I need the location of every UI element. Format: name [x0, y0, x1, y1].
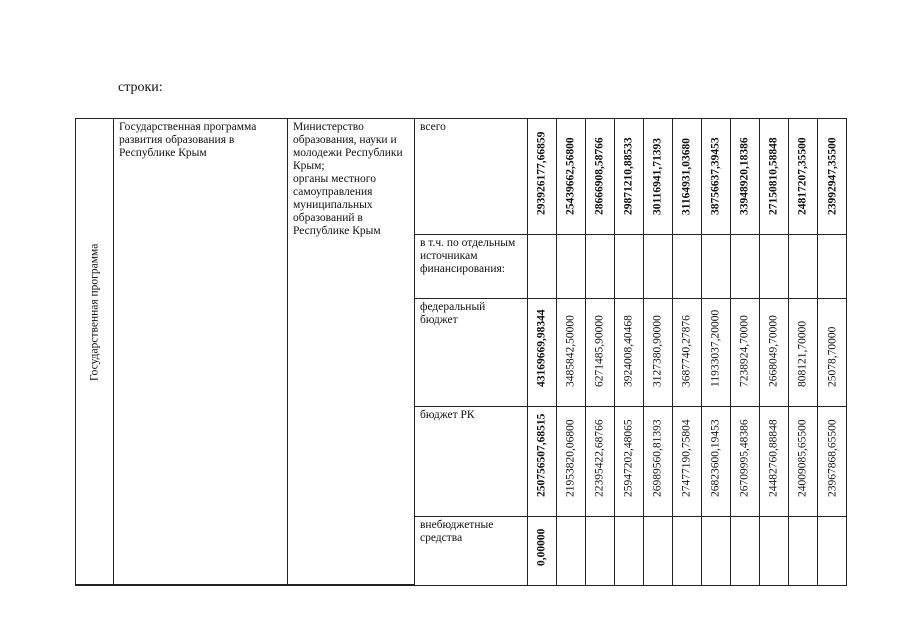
value-cell: [528, 517, 557, 585]
value-cell: [702, 235, 731, 299]
value-text: 3687740,27876: [680, 315, 693, 387]
value-cell: [818, 235, 847, 299]
value-text: 26709995,48386: [738, 419, 751, 497]
page-heading: строки:: [118, 80, 163, 95]
value-cell: [586, 235, 615, 299]
source-label: в т.ч. по отдельным источникам финансирования:: [420, 237, 516, 275]
source-label-cell: [415, 119, 528, 235]
value-text: 2668049,70000: [767, 315, 780, 387]
value-cell: [644, 299, 673, 407]
value-text: 27150810,58848: [767, 137, 780, 215]
value-text: 0,00000: [535, 528, 548, 566]
value-text: 38756637,39453: [709, 137, 722, 215]
value-text: 6271485,90000: [593, 315, 606, 387]
value-text: 250756507,68515: [535, 413, 548, 497]
value-text: 11933037,20000: [709, 309, 722, 387]
value-cell: [760, 119, 789, 235]
value-cell: [557, 235, 586, 299]
value-text: 3924008,40468: [622, 315, 635, 387]
value-cell: [702, 407, 731, 517]
value-cell: [586, 119, 615, 235]
value-cell: [760, 235, 789, 299]
value-cell: [789, 407, 818, 517]
value-cell: [615, 517, 644, 585]
value-cell: [702, 517, 731, 585]
value-text: 28666908,58766: [593, 137, 606, 215]
value-text: 24482760,88848: [767, 419, 780, 497]
source-label: всего: [420, 121, 446, 133]
value-cell: [760, 517, 789, 585]
value-text: 23967868,65500: [826, 419, 838, 497]
value-cell: [673, 407, 702, 517]
value-text: 7238924,70000: [738, 315, 751, 387]
value-cell: [731, 407, 760, 517]
source-label: внебюджетные средства: [420, 519, 494, 544]
value-text: 23992947,35500: [826, 137, 838, 215]
value-text: 22395422,68766: [593, 419, 606, 497]
value-text: 43169669,98344: [535, 309, 548, 387]
value-text: 3485842,50000: [564, 315, 577, 387]
value-cell: [673, 517, 702, 585]
value-text: 24817207,35500: [796, 137, 809, 215]
value-cell: [586, 407, 615, 517]
value-cell: [557, 517, 586, 585]
program-name: Государственная программа развития образования в Республике Крым: [119, 121, 257, 159]
value-text: 27477190,75804: [680, 419, 693, 497]
value-text: 26989560,81393: [651, 419, 664, 497]
value-cell: [644, 235, 673, 299]
value-cell: [731, 299, 760, 407]
value-cell: [615, 407, 644, 517]
value-cell: [557, 119, 586, 235]
value-cell: [818, 407, 847, 517]
value-cell: [818, 119, 847, 235]
value-text: 26823600,19453: [709, 419, 722, 497]
value-cell: [586, 299, 615, 407]
value-cell: [557, 407, 586, 517]
value-text: 25439662,56800: [564, 137, 577, 215]
value-cell: [615, 235, 644, 299]
value-text: 21953820,06800: [564, 419, 577, 497]
value-cell: [615, 299, 644, 407]
value-cell: [818, 299, 847, 407]
value-cell: [760, 407, 789, 517]
value-cell: [615, 119, 644, 235]
value-cell: [818, 517, 847, 585]
value-cell: [586, 517, 615, 585]
value-text: 30116941,71393: [651, 138, 664, 215]
value-text: 3127380,90000: [651, 315, 664, 387]
value-cell: [644, 119, 673, 235]
value-cell: [673, 119, 702, 235]
value-cell: [528, 119, 557, 235]
value-cell: [789, 235, 818, 299]
executor-text: Министерство образования, науки и молодежи Республики Крым; органы местного самоуправления муниципальных образований в Республике Крым: [293, 121, 403, 237]
value-cell: [528, 407, 557, 517]
value-cell: [644, 517, 673, 585]
value-cell: [731, 119, 760, 235]
source-label-cell: [415, 235, 528, 299]
source-label-cell: [415, 517, 528, 585]
value-text: 25078,70000: [826, 326, 838, 387]
value-text: 29871210,88533: [622, 137, 635, 215]
value-cell: [760, 299, 789, 407]
value-text: 24009085,65500: [796, 419, 809, 497]
source-label: бюджет РК: [420, 409, 475, 421]
program-type-label: Государственная программа: [88, 243, 100, 381]
value-cell: [702, 119, 731, 235]
value-text: 808121,70000: [796, 320, 809, 387]
source-label-cell: [415, 299, 528, 407]
source-label: федеральный бюджет: [420, 301, 486, 326]
value-cell: [673, 299, 702, 407]
value-cell: [731, 235, 760, 299]
value-cell: [789, 119, 818, 235]
value-text: 25947202,48065: [622, 419, 635, 497]
value-cell: [731, 517, 760, 585]
value-cell: [557, 299, 586, 407]
value-text: 33948920,18386: [738, 137, 751, 215]
source-label-cell: [415, 407, 528, 517]
value-cell: [644, 407, 673, 517]
value-cell: [528, 299, 557, 407]
value-cell: [673, 235, 702, 299]
value-cell: [702, 299, 731, 407]
value-cell: [528, 235, 557, 299]
value-text: 293926177,66859: [535, 131, 548, 215]
value-text: 31164931,03680: [680, 138, 693, 215]
funding-table: [75, 118, 847, 586]
value-cell: [789, 299, 818, 407]
value-cell: [789, 517, 818, 585]
